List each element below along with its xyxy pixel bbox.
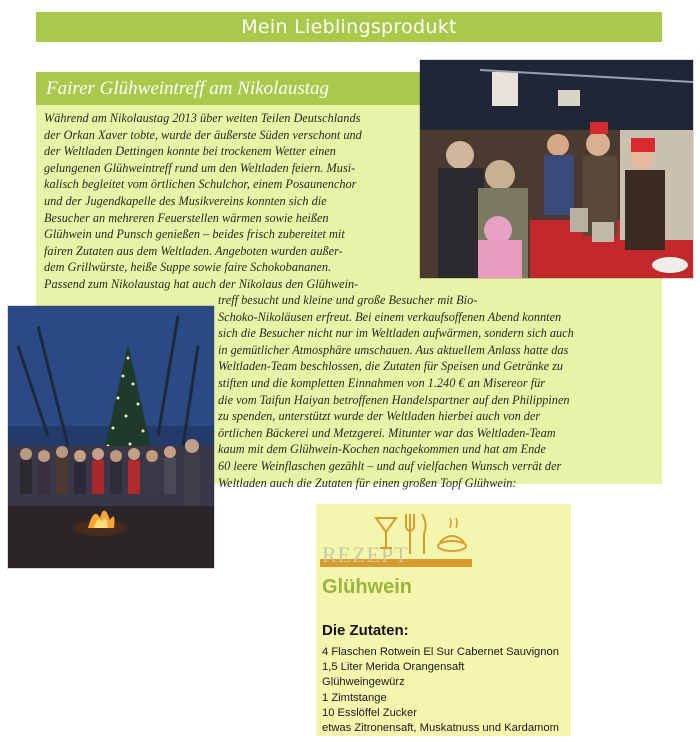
cutlery-glass-icon xyxy=(370,510,470,560)
christmas-tree-illustration xyxy=(8,306,214,568)
ingredient-item: 1 Zimtstange xyxy=(322,691,387,704)
christmas-tree-fire-photo xyxy=(8,306,214,568)
article-line: treff besucht und kleine und große Besucher mit Bio- xyxy=(218,293,478,307)
article-title: Fairer Glühweintreff am Nikolaustag xyxy=(36,72,436,105)
article-line: Schoko-Nikoläusen erfreut. Bei einem verkaufsoffenen Abend konnten xyxy=(218,309,562,324)
article-line: sich die Besucher nicht nur im Weltladen aufwärmen, sondern sich auch xyxy=(218,326,574,341)
ingredient-item: 4 Flaschen Rotwein El Sur Cabernet Sauvignon xyxy=(322,646,559,658)
market-stall-illustration xyxy=(420,60,693,278)
ingredients-heading: Die Zutaten: xyxy=(322,622,409,639)
ingredient-item: 10 Esslöffel Zucker xyxy=(322,706,417,719)
article-line: der Orkan Xaver tobte, wurde der äußerste Süden verschont und xyxy=(44,127,362,142)
ingredients-list xyxy=(322,645,559,736)
article-line: Passend zum Nikolaustag hat auch der Nikolaus den Glühwein- xyxy=(44,276,359,291)
article-body-bottom xyxy=(218,292,574,491)
article-line: die vom Taifun Haiyan betroffenen Handelspartner auf den Philippinen xyxy=(218,392,570,407)
article-line: kalisch begleitet vom örtlichen Schulchor, einem Posaunenchor xyxy=(44,177,357,192)
article-line: Glühwein und Punsch genießen – beides frisch zubereitet mit xyxy=(44,227,345,242)
article-line: fairen Zutaten aus dem Weltladen. Angeboten wurden außer- xyxy=(44,243,343,258)
article-line: zu spenden, unterstützt wurde der Weltladen hierbei auch von der xyxy=(218,409,541,424)
market-stall-photo xyxy=(420,60,693,278)
article-line: in gemütlicher Atmosphäre umschauen. Aus aktuellem Anlass hatte das xyxy=(218,342,569,357)
article-line: 60 leere Weinflaschen gezählt – und auf vielfachen Wunsch verrät der xyxy=(218,458,562,473)
ingredient-item: etwas Zitronensaft, Muskatnuss und Kardamom xyxy=(322,722,559,735)
article-line: Weltladen-Team beschlossen, die Zutaten für Speisen und Getränke zu xyxy=(218,359,564,374)
article-line: örtlichen Bäckerei und Metzgerei. Mitunter war das Weltladen-Team xyxy=(218,425,556,440)
article-line: kaum mit dem Glühwein-Kochen nachgekommen und hat am Ende xyxy=(218,442,546,457)
article-line: gelungenen Glühweintreff rund um den Weltladen feiern. Musi- xyxy=(44,160,356,175)
article-line: dem Grillwürste, heiße Suppe sowie faire Schokobananen. xyxy=(44,260,332,275)
article-line: Besucher an mehreren Feuerstellen wärmen sowie heißen xyxy=(44,210,329,225)
section-banner: Mein Lieblingsprodukt xyxy=(36,12,662,42)
article-line: Während am Nikolaustag 2013 über weiten Teilen Deutschlands xyxy=(44,111,361,125)
article-line: Weltladen auch die Zutaten für einen großen Topf Glühwein: xyxy=(218,475,517,490)
article-line: stiften und die kompletten Einnahmen von 1.240 € an Misereor für xyxy=(218,375,546,390)
article-line: der Weltladen Dettingen konnte bei trockenem Wetter einen xyxy=(44,144,336,159)
ingredient-item: 1,5 Liter Merida Orangensaft xyxy=(322,661,465,674)
recipe-title: Glühwein xyxy=(322,576,412,598)
article-body-top xyxy=(44,110,362,293)
recipe-logo-word: REZEPT xyxy=(322,542,409,567)
ingredient-item: Glühweingewürz xyxy=(322,676,405,689)
article-line: und der Jugendkapelle des Musikvereins konnten sich die xyxy=(44,193,327,208)
